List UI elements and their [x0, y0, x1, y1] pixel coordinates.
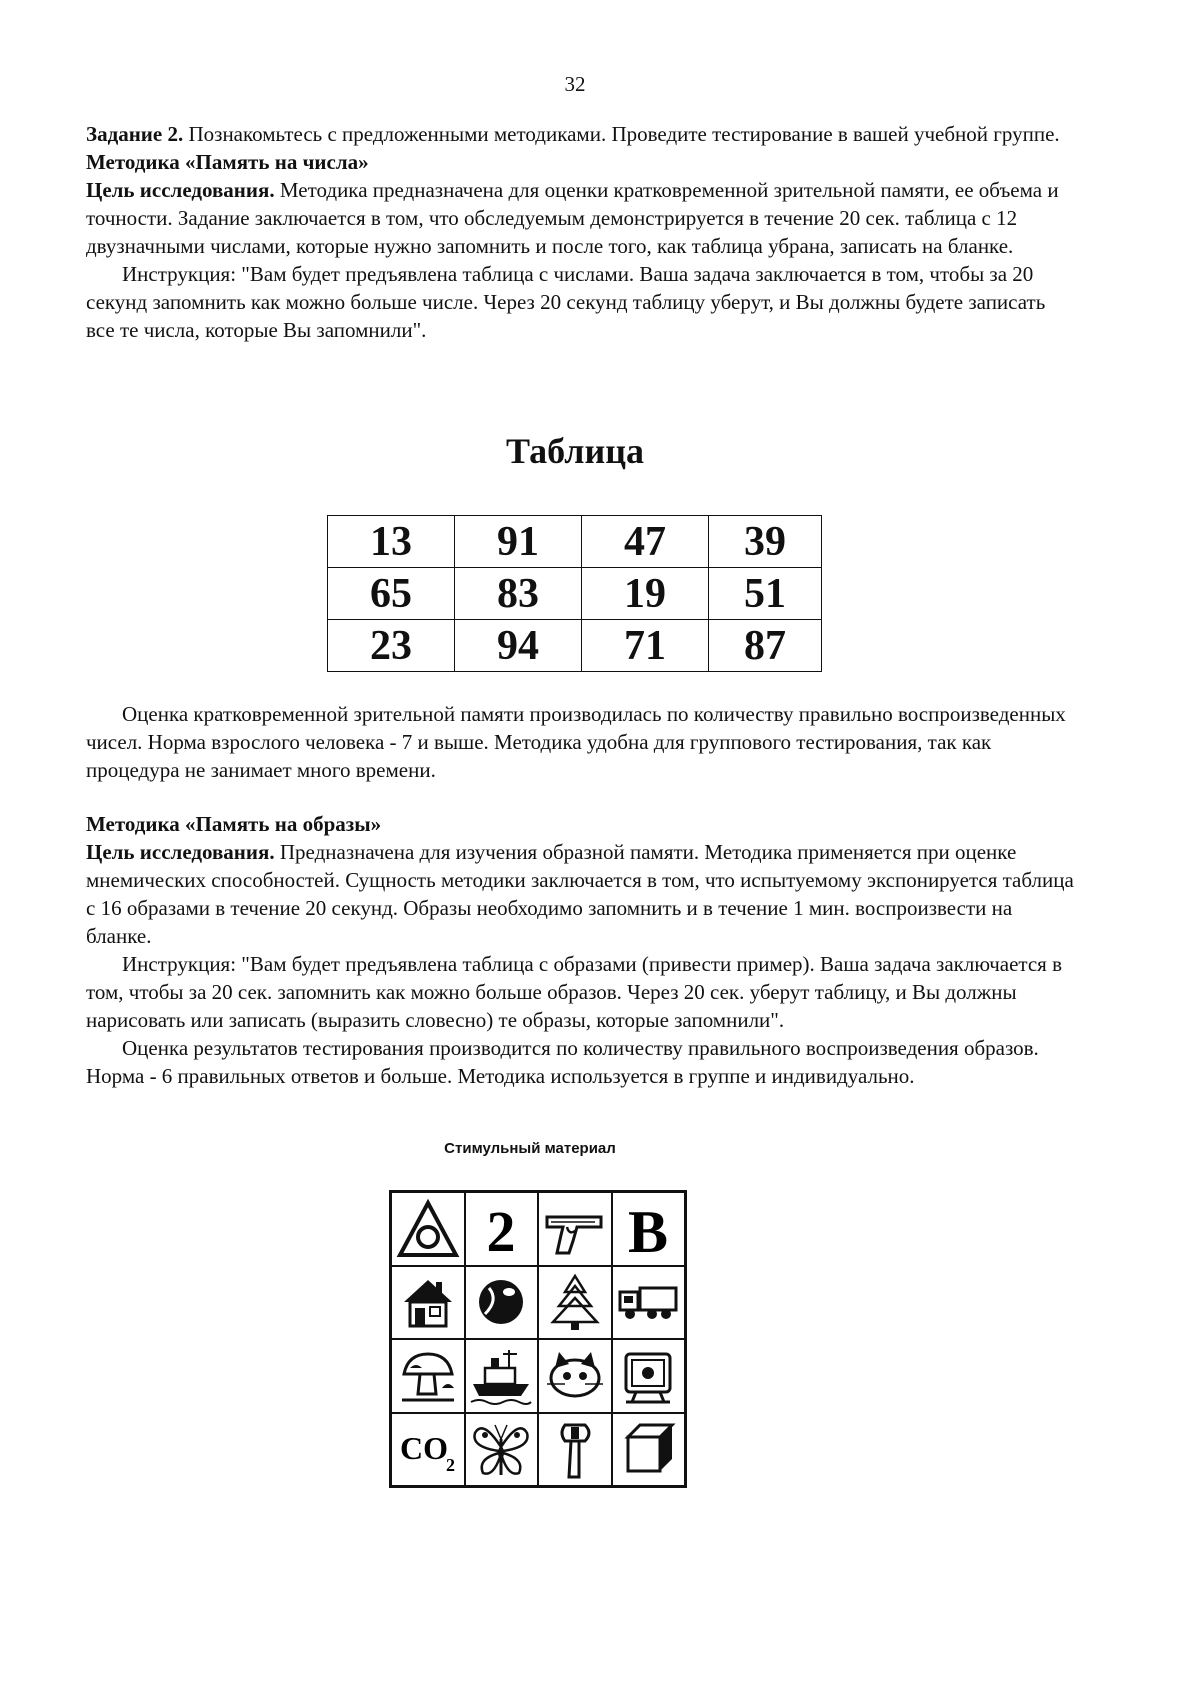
- method1-evaluation: Оценка кратковременной зрительной памяти производилась по количеству правильно воспроизведенных чисел. Норма взрослого человека - 7 и выше. Методика удобна для группового тестирования, так как процедура не занимает много времени.: [86, 702, 1066, 782]
- method2-title: Методика «Память на образы»: [86, 812, 382, 836]
- table-cell: 83: [455, 568, 582, 620]
- truck-icon: [616, 1270, 680, 1334]
- table-cell: 71: [582, 620, 709, 672]
- stimulus-cell: [612, 1266, 686, 1340]
- cube-icon: [616, 1417, 680, 1481]
- table-cell: 47: [582, 516, 709, 568]
- letter-b-icon: [616, 1197, 680, 1261]
- ship-icon: [469, 1344, 533, 1408]
- method1-instruction: Инструкция: "Вам будет предъявлена таблица с числами. Ваша задача заключается в том, чтобы за 20 секунд запомнить как можно больше числе. Через 20 секунд таблицу уберут, и Вы должны будете записать все те числа, которые Вы запомнили".: [86, 262, 1046, 342]
- table-title: Таблица: [506, 431, 644, 471]
- task-paragraph: [86, 120, 1076, 148]
- house-icon: [396, 1270, 460, 1334]
- co2-formula-text: CO: [399, 1430, 448, 1467]
- table-cell: 94: [455, 620, 582, 672]
- stimulus-caption: Стимульный материал: [444, 1140, 616, 1157]
- stimulus-cell: [391, 1266, 465, 1340]
- stimulus-cell: [391, 1192, 465, 1266]
- stimulus-cell: [612, 1413, 686, 1487]
- pistol-icon: [543, 1197, 607, 1261]
- method2-goal-label: Цель исследования.: [86, 840, 275, 864]
- method2-section: [86, 810, 1076, 1090]
- stimulus-grid: [389, 1190, 687, 1488]
- co2-subscript-text: 2: [445, 1455, 455, 1476]
- stimulus-cell: [465, 1192, 539, 1266]
- stimulus-cell: [612, 1339, 686, 1413]
- stimulus-cell: [538, 1266, 612, 1340]
- tv-icon: [616, 1344, 680, 1408]
- co2-formula-icon: [396, 1417, 460, 1481]
- method1-title: Методика «Память на числа»: [86, 150, 369, 174]
- table-row: [328, 620, 822, 672]
- page-number: 32: [564, 72, 586, 96]
- method1-goal-label: Цель исследования.: [86, 178, 275, 202]
- letter-b-text: B: [628, 1198, 669, 1261]
- method2-goal: [86, 838, 1076, 950]
- table-cell: 39: [709, 516, 822, 568]
- table-cell: 19: [582, 568, 709, 620]
- numbers-table: [327, 515, 822, 672]
- table-cell: 13: [328, 516, 455, 568]
- method1-goal-text: Методика предназначена для оценки кратковременной зрительной памяти, ее объема и точности. Задание заключается в том, что обследуемым демонстрируется в течение 20 сек. таблица с 12 двузначными числами, которые нужно запомнить и после того, как таблица убрана, записать на бланке.: [86, 178, 1059, 258]
- stimulus-cell: [538, 1413, 612, 1487]
- axe-icon: [543, 1417, 607, 1481]
- method2-evaluation: Оценка результатов тестирования производится по количеству правильного воспроизведения образов. Норма - 6 правильных ответов и больше. Методика используется в группе и индивидуально.: [86, 1036, 1039, 1088]
- stimulus-cell: [538, 1192, 612, 1266]
- method2-instruction: Инструкция: "Вам будет предъявлена таблица с образами (привести пример). Ваша задача заключается в том, чтобы за 20 сек. запомнить как можно больше образов. Через 20 сек. уберут таблицу, и Вы должны нарисовать или записать (выразить словесно) те образы, которые запомнили".: [86, 952, 1063, 1032]
- table-row: [328, 516, 822, 568]
- method2-goal-text: Предназначена для изучения образной памяти. Методика применяется при оценке мнемических способностей. Сущность методики заключается в том, что испытуемому экспонируется таблица с 16 образами в течение 20 секунд. Образы необходимо запомнить и в течение 1 мин. воспроизвести на бланке.: [86, 840, 1074, 948]
- task-text: Познакомьтесь с предложенными методиками. Проведите тестирование в вашей учебной группе.: [183, 122, 1060, 146]
- digit-two-icon: [469, 1197, 533, 1261]
- stimulus-cell: [465, 1413, 539, 1487]
- triangle-circle-icon: [396, 1197, 460, 1261]
- stimulus-cell: [391, 1339, 465, 1413]
- mushroom-icon: [396, 1344, 460, 1408]
- stimulus-cell: [612, 1192, 686, 1266]
- stimulus-cell: [465, 1339, 539, 1413]
- table-cell: 51: [709, 568, 822, 620]
- cat-icon: [543, 1344, 607, 1408]
- table-row: [328, 568, 822, 620]
- stimulus-cell: [465, 1266, 539, 1340]
- table-cell: 65: [328, 568, 455, 620]
- table-cell: 91: [455, 516, 582, 568]
- ball-icon: [469, 1270, 533, 1334]
- stimulus-cell: [538, 1339, 612, 1413]
- intro-section: [86, 120, 1076, 344]
- butterfly-icon: [469, 1417, 533, 1481]
- table-cell: 87: [709, 620, 822, 672]
- digit-two-text: 2: [486, 1198, 516, 1261]
- method1-evaluation-section: [86, 700, 1076, 784]
- task-label: Задание 2.: [86, 122, 184, 146]
- table-cell: 23: [328, 620, 455, 672]
- method1-goal: [86, 176, 1076, 260]
- fir-tree-icon: [543, 1270, 607, 1334]
- stimulus-cell: [391, 1413, 465, 1487]
